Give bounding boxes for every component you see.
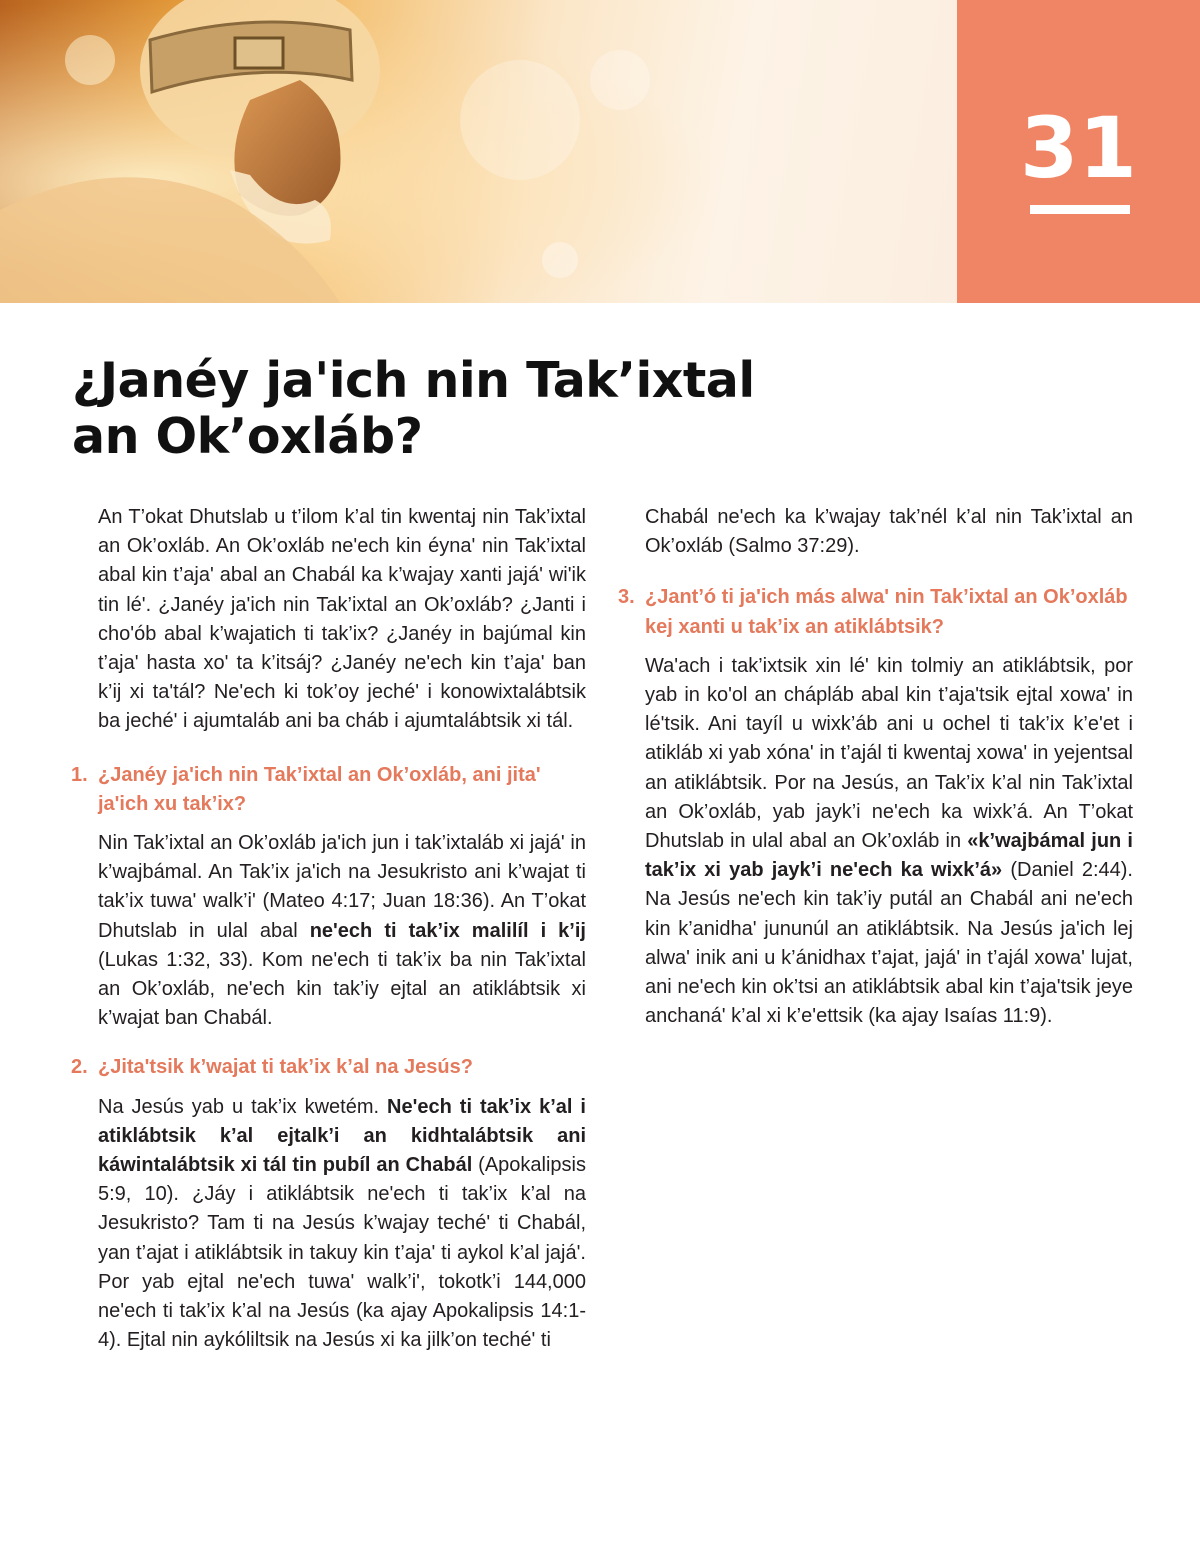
answer-2-paragraph [98, 1093, 586, 1356]
right-column [618, 503, 1133, 1031]
answer-2-text-b: (Apokalipsis 5:9, 10). ¿Jáy i atiklábtsik ne'ech ti tak’ix k’al na Jesukristo? Tam ti na Jesús k’wajay teché' ti Chabál, yan t’ajat i atiklábtsik in takuy kin t’aja' ti aykol k’al jajá'. Por yab ejtal ne'ech tuwa' walk’i', tokotk’i 144,000 ne'ech ti tak’ix k’al na Jesús (ka ajay Apokalipsis 14:1-4). Ejtal nin aykóliltsik na Jesús xi ka jilk’on teché' ti [98, 1154, 586, 1352]
answer-1-text-a: Nin Tak’ixtal an Ok’oxláb ja'ich jun i tak’ixtaláb xi jajá' in k’wajbámal. An Tak’ix ja'ich na Jesukristo ani k’wajat ti tak’ix tuwa' walk’i' (Mateo 4:17; Juan 18:36). An T’okat Dhutslab in ulal abal [98, 832, 586, 942]
answer-3-text-b: (Daniel 2:44). Na Jesús ne'ech kin tak’iy putál an Chabál ani ne'ech kin k’anidha' jununúl an atiklábtsik. Na Jesús ja'ich lej alwa' inik ani u k’ánidhax t’ajat, jajá' in t’ajál xowa' lujat, ani ne'ech kin ok’tsi an atiklábtsik abal kin t’aja'tsik jeye anchaná' k’al xi k’e'ettsik (ka ajay Isaías 11:9). [645, 859, 1133, 1028]
question-2-text: ¿Jita'tsik k’wajat ti tak’ix k’al na Jesús? [98, 1056, 473, 1079]
intro-paragraph: An T’okat Dhutslab u t’ilom k’al tin kwentaj nin Tak’ixtal an Ok’oxláb. An Ok’oxláb ne'ech kin éyna' nin Tak’ixtal abal kin t’aja' abal an Chabál ka k’wajay xanti jajá' wi'ik tin lé'. ¿Janéy ja'ich nin Tak’ixtal an Ok’oxláb? ¿Janti i cho'ób abal k’wajatich ti tak’ix? ¿Janéy in bajúmal kin t’aja' hasta xo' ta k’itsáj? ¿Janéy ne'ech kin t’aja' ban k’ij xi ta'tál? Ne'ech ki tok’oy jeché' i konowixtalábtsik ba jeché' i ajumtaláb ani ba cháb i ajumtalábtsik xi tál. [98, 506, 586, 733]
answer-1-text-b: (Lukas 1:32, 33). Kom ne'ech ti tak’ix ba nin Tak’ixtal an Ok’oxláb, ne'ech kin tak’iy ejtal an atiklábtsik xi k’wajat ban Chabál. [98, 948, 586, 1030]
answer-2-continuation: Chabál ne'ech ka k’wajay tak’nél k’al nin Tak’ixtal an Ok’oxláb (Salmo 37:29). [645, 506, 1133, 558]
question-2 [71, 1053, 586, 1082]
answer-3-bold: «k’wajbámal jun i tak’ix xi yab jayk’i ne'ech ka wixk’á» [645, 830, 1133, 882]
answer-3-paragraph [645, 652, 1133, 1032]
page-title [72, 353, 772, 465]
left-column [71, 503, 586, 1355]
question-1-text: ¿Janéy ja'ich nin Tak’ixtal an Ok’oxláb, ani jita' ja'ich xu tak’ix? [98, 763, 541, 815]
question-3-number: 3. [618, 586, 635, 609]
lesson-number: 31 [1020, 99, 1137, 197]
question-3-text: ¿Jant’ó ti ja'ich más alwa' nin Tak’ixtal an Ok’oxláb kej xanti u tak’ix an atiklábtsik? [645, 586, 1128, 638]
title-line-1: ¿Janéy ja'ich nin Tak’ixtal [72, 352, 755, 409]
lesson-number-box [957, 0, 1200, 303]
king-with-crown-image [0, 0, 957, 303]
lesson-number-underline [1030, 205, 1130, 214]
title-line-2: an Ok’oxláb? [72, 408, 423, 465]
question-3 [618, 583, 1133, 641]
answer-1-paragraph [98, 829, 586, 1033]
answer-2-text-a: Na Jesús yab u tak’ix kwetém. [98, 1095, 388, 1118]
question-1 [71, 761, 586, 819]
answer-1-bold: ne'ech ti tak’ix malilíl i k’ij [309, 919, 586, 942]
question-1-number: 1. [71, 763, 88, 786]
hero-illustration [0, 0, 957, 303]
question-2-number: 2. [71, 1056, 88, 1079]
answer-2-bold: Ne'ech ti tak’ix k’al i atiklábtsik k’al ejtalk’i an kidhtalábtsik ani káwintalábtsik xi tál tin pubíl an Chabál [98, 1095, 586, 1177]
answer-3-text-a: Wa'ach i tak’ixtsik xin lé' kin tolmiy an atiklábtsik, por yab in ko'ol an chápláb abal kin t’aja'tsik ejtal xowa' in lé'tsik. Ani tayíl u wixk’áb ani u ochel ti tak’ix k’e'et i atikláb xi yab xóna' in t’ajál ti kwentaj xowa' in yejentsal an atiklábtsik. Por na Jesús, an Tak’ix k’al nin Tak’ixtal an Ok’oxláb, yab jayk’i ne'ech ka wixk’á. An T’okat Dhutslab in ulal abal an Ok’oxláb in [645, 654, 1133, 853]
